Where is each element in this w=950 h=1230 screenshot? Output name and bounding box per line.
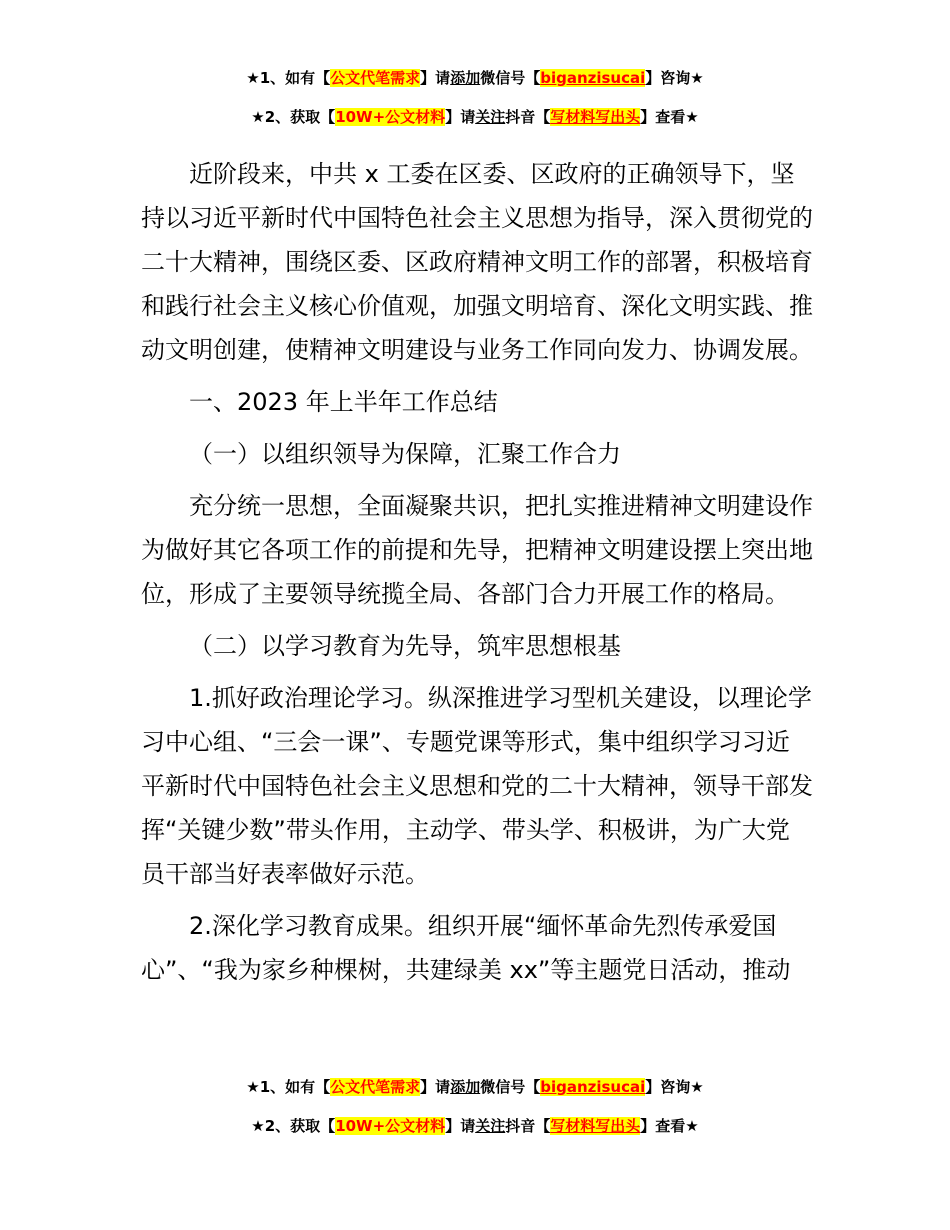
- promo-suffix: 】查看★: [640, 1117, 699, 1135]
- promo-text: 微信号【: [480, 1078, 541, 1096]
- list-item-2: 2.深化学习教育成果。组织开展“缅怀革命先烈传承爱国心”、“我为家乡种棵树，共建绿美 xx”等主题党日活动，推动: [141, 912, 791, 984]
- promo-prefix: ★1、如有【: [246, 69, 331, 87]
- promo-emphasis: 添加: [450, 69, 481, 87]
- promo-suffix: 】查看★: [640, 108, 699, 126]
- promo-tag-ghostwriting: 公文代笔需求: [330, 1078, 421, 1096]
- promo-douyin-id: 写材料写出头: [550, 1117, 641, 1135]
- list-item-1: 1.抓好政治理论学习。纵深推进学习型机关建设，以理论学习中心组、“三会一课”、专题党课等形式，集中组织学习习近平新时代中国特色社会主义思想和党的二十大精神，领导干部发挥“关键少数”带头作用，主动学、带头学、积极讲，为广大党员干部当好表率做好示范。: [141, 684, 813, 888]
- subsection-1-paragraph: 充分统一思想，全面凝聚共识，把扎实推进精神文明建设作为做好其它各项工作的前提和先导，把精神文明建设摆上突出地位，形成了主要领导统揽全局、各部门合力开展工作的格局。: [141, 492, 813, 608]
- promo-emphasis: 添加: [450, 1078, 481, 1096]
- promo-text: 】请: [445, 108, 476, 126]
- subheading-2: （二）以学习教育为先导，筑牢思想根基: [189, 632, 621, 660]
- subheading-1: （一）以组织领导为保障，汇聚工作合力: [189, 440, 621, 468]
- promo-text: 】请: [420, 69, 451, 87]
- intro-paragraph: 近阶段来，中共 x 工委在区委、区政府的正确领导下，坚持以习近平新时代中国特色社会主义思想为指导，深入贯彻党的二十大精神，围绕区委、区政府精神文明工作的部署，积极培育和践行社会主义核心价值观，加强文明培育、深化文明实践、推动文明创建，使精神文明建设与业务工作同向发力、协调发展。: [141, 160, 813, 364]
- promo-text: 抖音【: [505, 1117, 551, 1135]
- footer-promo-line-2: [0, 1115, 950, 1137]
- promo-emphasis: 关注: [475, 108, 506, 126]
- footer-promo-line-1: [0, 1076, 950, 1098]
- promo-emphasis: 关注: [475, 1117, 506, 1135]
- promo-tag-ghostwriting: 公文代笔需求: [330, 69, 421, 87]
- promo-douyin-id: 写材料写出头: [550, 108, 641, 126]
- promo-suffix: 】咨询★: [645, 1078, 704, 1096]
- promo-text: 抖音【: [505, 108, 551, 126]
- promo-prefix: ★2、获取【: [251, 108, 336, 126]
- promo-tag-materials: 10W+公文材料: [335, 1117, 446, 1135]
- promo-tag-materials: 10W+公文材料: [335, 108, 446, 126]
- promo-text: 】请: [420, 1078, 451, 1096]
- promo-prefix: ★1、如有【: [246, 1078, 331, 1096]
- header-promo-line-2: [0, 106, 950, 128]
- promo-suffix: 】咨询★: [645, 69, 704, 87]
- promo-prefix: ★2、获取【: [251, 1117, 336, 1135]
- document-body: [141, 152, 813, 992]
- header-promo-line-1: [0, 67, 950, 89]
- section-heading-1: 一、2023 年上半年工作总结: [189, 388, 498, 416]
- promo-text: 】请: [445, 1117, 476, 1135]
- promo-wechat-id: biganzisucai: [540, 69, 646, 87]
- promo-wechat-id: biganzisucai: [540, 1078, 646, 1096]
- promo-text: 微信号【: [480, 69, 541, 87]
